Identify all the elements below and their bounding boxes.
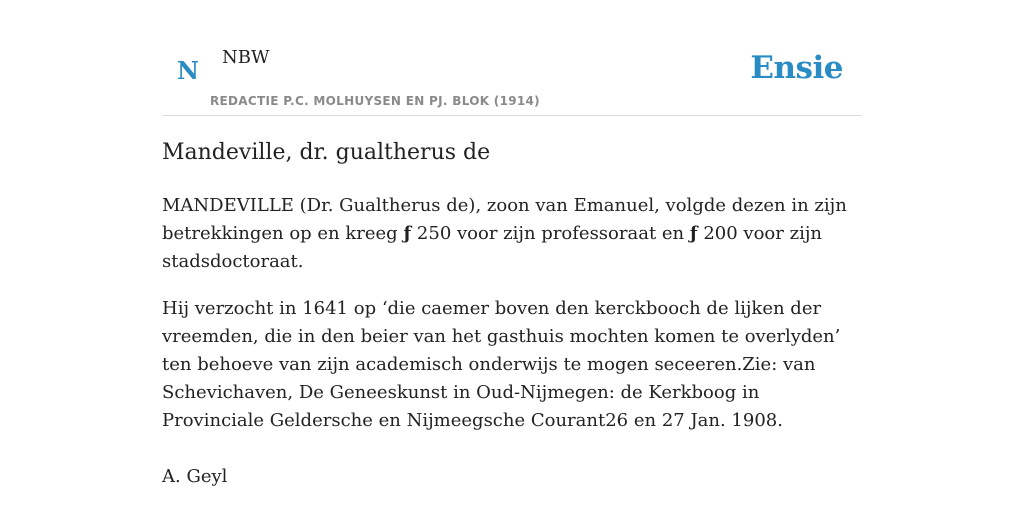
brand-logo[interactable]: Ensie	[750, 50, 843, 86]
article-paragraph-2: Hij verzocht in 1641 op ‘die caemer boven den kerckbooch de lijken der vreemden, die in den beier van het gasthuis mochten komen te overlyden’ ten behoeve van zijn academisch onderwijs te mogen seceeren.Zie: van Schevichaven, De Geneeskunst in Oud-Nijmegen: de Kerkboog in Provinciale Geldersche en Nijmeegsche Courant26 en 27 Jan. 1908.	[162, 298, 841, 431]
source-subtitle: REDACTIE P.C. MOLHUYSEN EN PJ. BLOK (1914)	[210, 94, 540, 108]
paragraph-1-text-c: 200 voor zijn stadsdoctoraat.	[162, 223, 823, 272]
paragraph-1-text-a: MANDEVILLE (Dr. Gualtherus de), zoon van Emanuel, volgde dezen in zijn betrekkingen op en kreeg	[162, 195, 847, 244]
article-title: Mandeville, dr. gualtherus de	[162, 140, 491, 165]
florin-symbol: ƒ	[403, 223, 412, 244]
source-header	[162, 0, 862, 116]
article-author: A. Geyl	[162, 466, 228, 487]
source-logo[interactable]: N	[177, 56, 199, 85]
florin-symbol: ƒ	[689, 223, 698, 244]
paragraph-1-text-b: 250 voor zijn professoraat en	[411, 223, 690, 244]
article-paragraph-1	[162, 192, 862, 276]
source-name[interactable]: NBW	[222, 47, 270, 68]
page	[162, 0, 862, 487]
